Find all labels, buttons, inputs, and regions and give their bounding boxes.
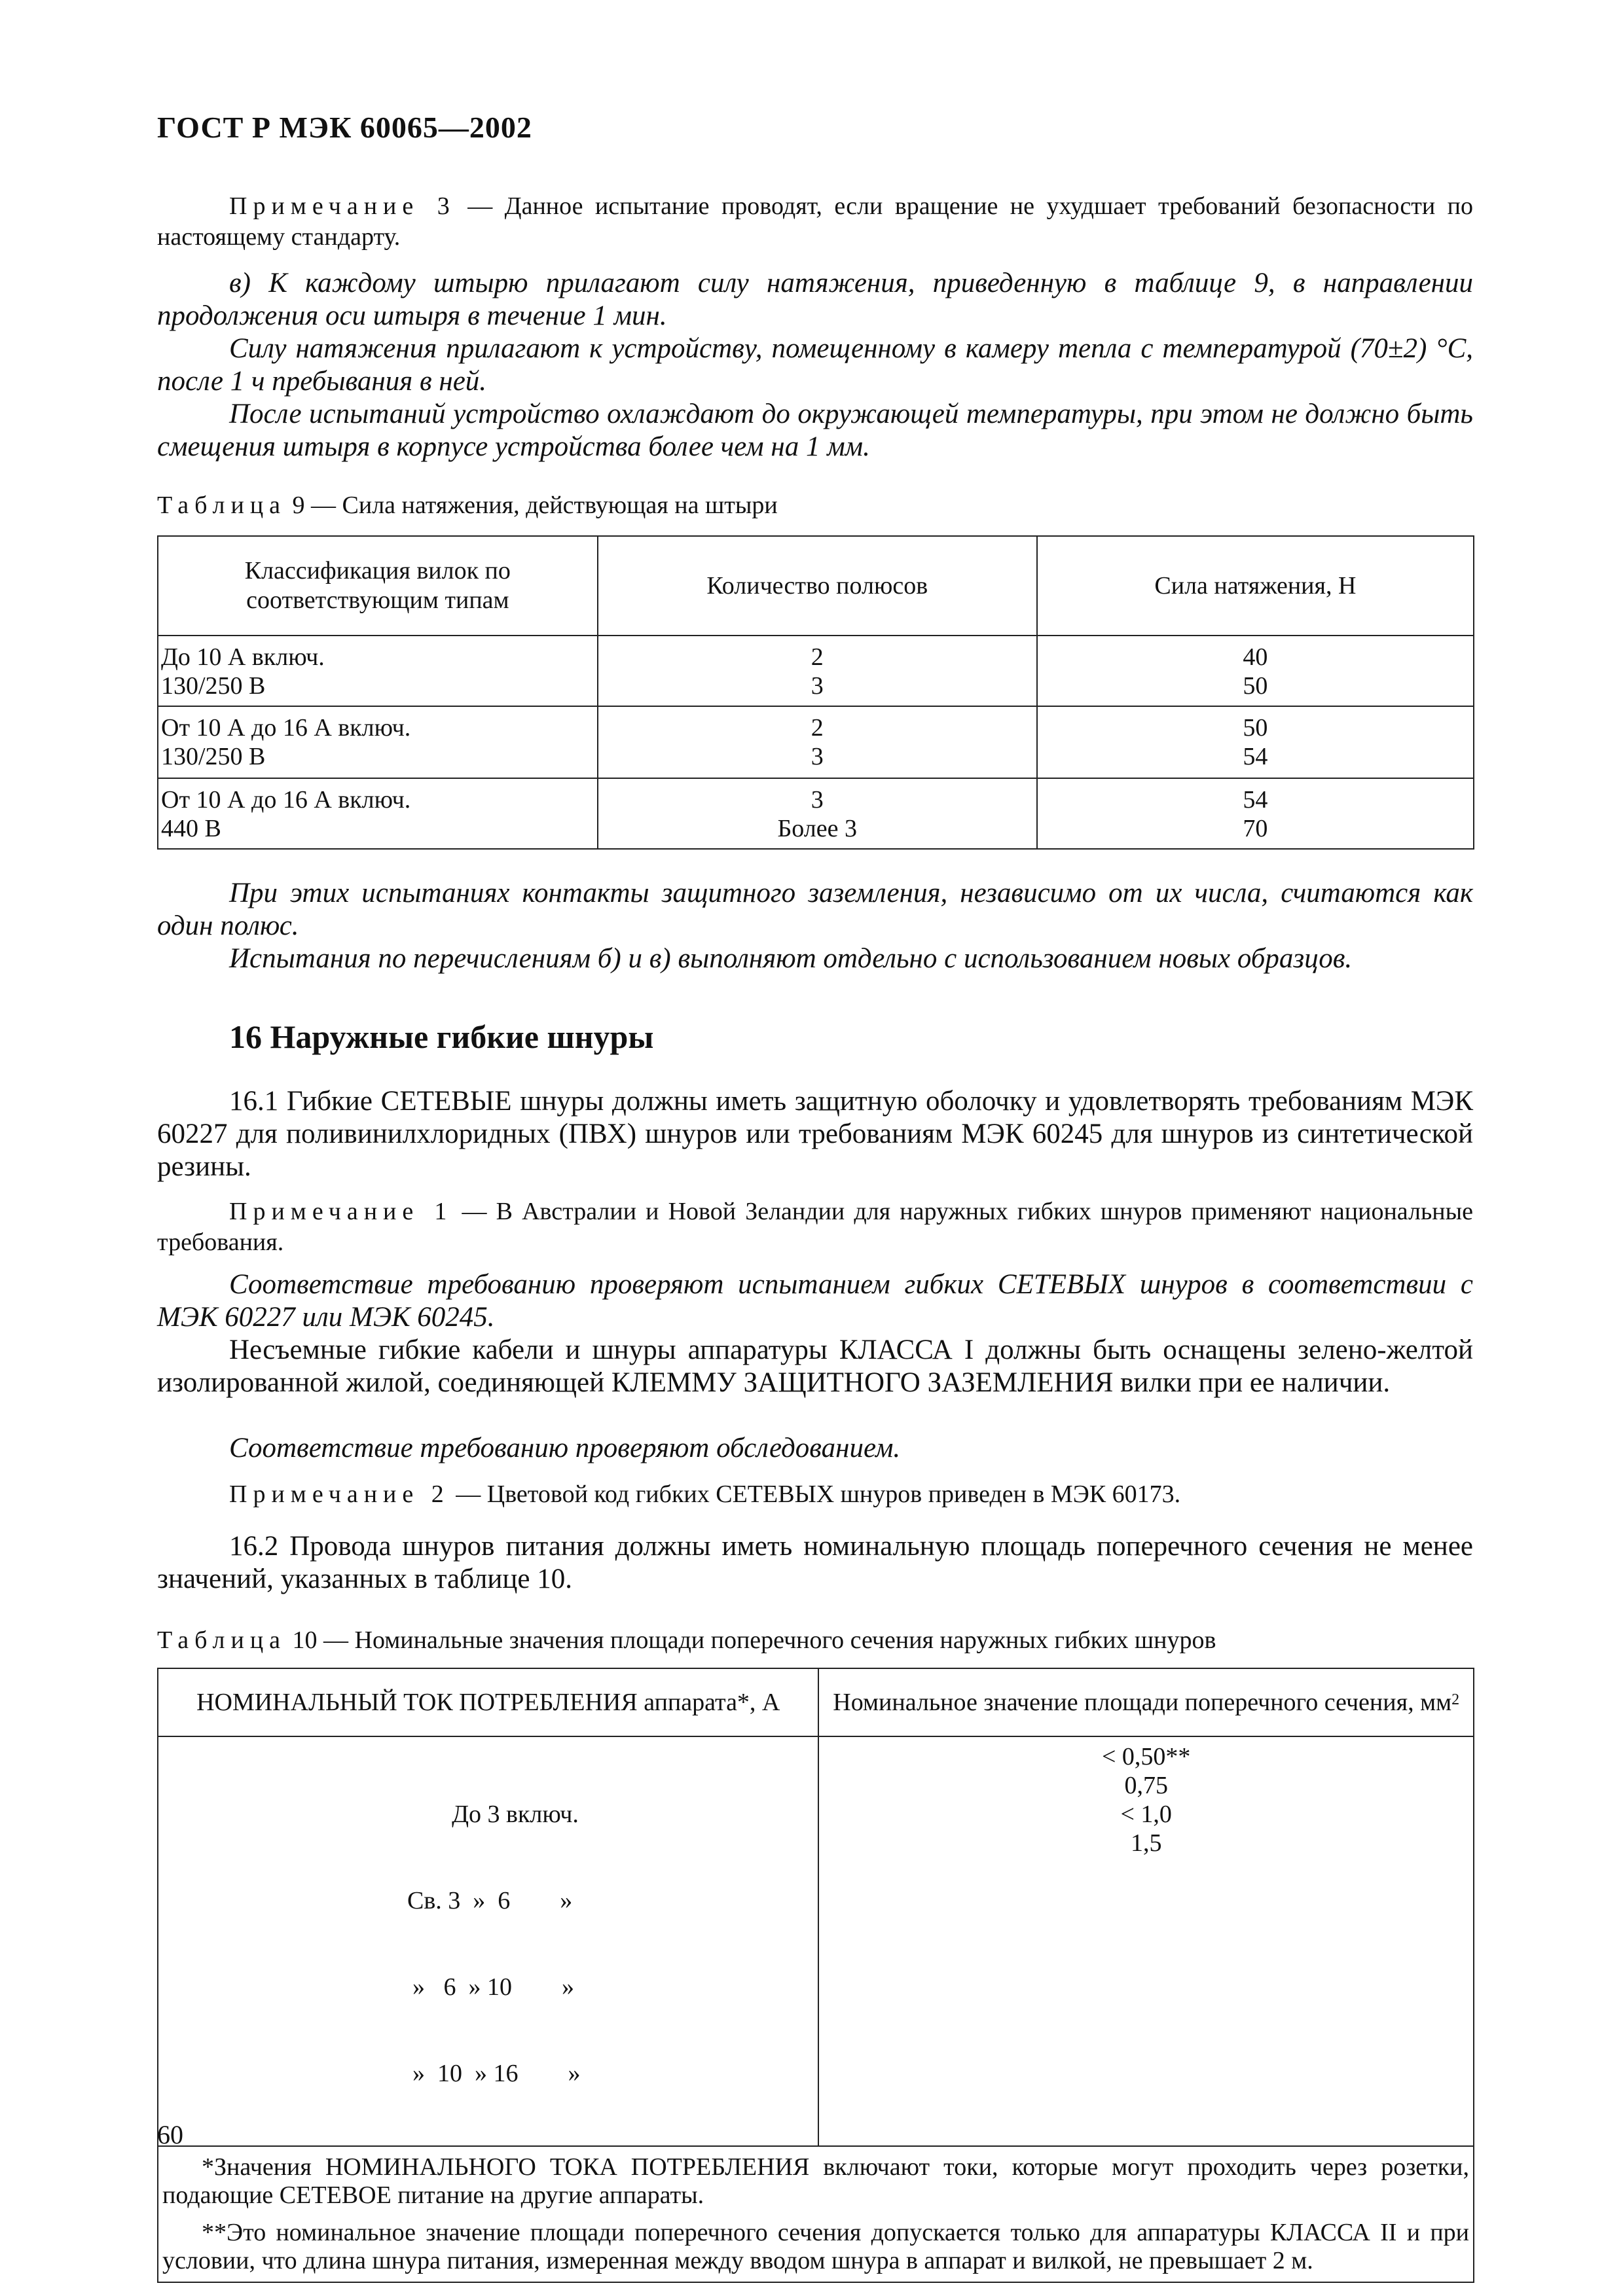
- table-10-header-area: Номинальное значение площади поперечного сечения, $мм^2$: [818, 1668, 1474, 1736]
- table-10-current-values: До 3 включ. Св. 3 » 6 » » 6 » 10 » » 10 » 16 »: [158, 1736, 818, 2146]
- note-2: [157, 1479, 1473, 1510]
- note-3-label: Примечание 3: [229, 192, 456, 220]
- table-9-caption: [157, 491, 778, 520]
- table-9-header-force: Сила натяжения, Н: [1037, 536, 1474, 636]
- paragraph-tests: Испытания по перечислениям б) и в) выполняют отдельно с использованием новых образцов.: [229, 943, 1353, 974]
- table-9-header-row: [158, 536, 1474, 636]
- table-10-caption-label: Таблица: [157, 1626, 287, 1654]
- paragraph-16-2: 16.2 Провода шнуров питания должны иметь номинальную площадь поперечного сечения не менее значений, указанных в таблице 10.: [157, 1531, 1473, 1594]
- note-1-text: — В Австралии и Новой Зеландии для наружных гибких шнуров применяют национальные требования.: [157, 1198, 1474, 1256]
- note-1: [157, 1196, 1473, 1258]
- table-10-caption: [157, 1626, 1216, 1655]
- note-1-label: Примечание 1: [229, 1198, 453, 1225]
- table-10: [157, 1668, 1474, 2283]
- paragraph-cables: Несъемные гибкие кабели и шнуры аппаратуры КЛАССА I должны быть оснащены зелено-желтой изолированной жилой, соединяющей КЛЕММУ ЗАЩИТНОГО ЗАЗЕМЛЕНИЯ вилки при ее наличии.: [157, 1335, 1473, 1398]
- table-9-header-poles: Количество полюсов: [598, 536, 1037, 636]
- table-10-values-row: [158, 1736, 1474, 2146]
- table-10-area-values: < 0,50** 0,75 < 1,0 1,5: [818, 1736, 1474, 2146]
- paragraph-contacts: При этих испытаниях контакты защитного заземления, независимо от их числа, считаются как один полюс.: [157, 878, 1473, 941]
- table-10-header-row: [158, 1668, 1474, 1736]
- table-10-footnote-1: *Значения НОМИНАЛЬНОГО ТОКА ПОТРЕБЛЕНИЯ включают токи, которые могут проходить через розетки, подающие СЕТЕВОЕ питание на другие аппараты.: [162, 2153, 1469, 2209]
- note-3-text: — Данное испытание проводят, если вращение не ухудшает требований безопасности по настоящему стандарту.: [157, 192, 1473, 251]
- paragraph-after-test: После испытаний устройство охлаждают до окружающей температуры, при этом не должно быть смещения штыря в корпусе устройства более чем на 1 мм.: [157, 399, 1473, 462]
- table-10-footnotes-row: [158, 2146, 1474, 2282]
- table-row: От 10 А до 16 А включ. 130/250 В 2 3 50 54: [158, 706, 1474, 778]
- table-9-caption-label: Таблица: [157, 492, 287, 519]
- paragraph-compliance-2: Соответствие требованию проверяют обследованием.: [229, 1433, 901, 1463]
- document-header: ГОСТ Р МЭК 60065—2002: [157, 111, 532, 144]
- page-number: 60: [157, 2120, 183, 2149]
- section-16-heading: 16 Наружные гибкие шнуры: [229, 1018, 654, 1055]
- note-2-label: Примечание 2: [229, 1480, 450, 1508]
- table-9: [157, 535, 1474, 850]
- paragraph-v: в) К каждому штырю прилагают силу натяжения, приведенную в таблице 9, в направлении продолжения оси штыря в течение 1 мин.: [157, 268, 1473, 331]
- paragraph-compliance-1: Соответствие требованию проверяют испытанием гибких СЕТЕВЫХ шнуров в соответствии с МЭК 60227 или МЭК 60245.: [157, 1269, 1473, 1333]
- table-10-footnote-2: **Это номинальное значение площади поперечного сечения допускается только для аппаратуры КЛАССА II и при условии, что длина шнура питания, измеренная между вводом шнура в аппарат и вилкой, не превышает 2 м.: [162, 2219, 1469, 2274]
- note-2-text: — Цветовой код гибких СЕТЕВЫХ шнуров приведен в МЭК 60173.: [449, 1480, 1181, 1508]
- table-10-footnotes: [158, 2146, 1474, 2282]
- note-3: [157, 191, 1473, 253]
- paragraph-16-1: 16.1 Гибкие СЕТЕВЫЕ шнуры должны иметь защитную оболочку и удовлетворять требованиям МЭК 60227 для поливинилхлоридных (ПВХ) шнуров или требованиям МЭК 60245 для шнуров из синтетической резины.: [157, 1086, 1473, 1182]
- table-9-header-classification: Классификация вилок по соответствующим типам: [158, 536, 598, 636]
- table-10-header-current: НОМИНАЛЬНЫЙ ТОК ПОТРЕБЛЕНИЯ аппарата*, А: [158, 1668, 818, 1736]
- paragraph-force: Силу натяжения прилагают к устройству, помещенному в камеру тепла с температурой (70±2) °С, после 1 ч пребывания в ней.: [157, 333, 1473, 397]
- table-10-caption-text: 10 — Номинальные значения площади поперечного сечения наружных гибких шнуров: [286, 1626, 1216, 1654]
- table-row: До 10 А включ. 130/250 В 2 3 40 50: [158, 636, 1474, 706]
- table-9-caption-text: 9 — Сила натяжения, действующая на штыри: [286, 492, 778, 519]
- table-row: От 10 А до 16 А включ. 440 В 3 Более 3 54 70: [158, 778, 1474, 849]
